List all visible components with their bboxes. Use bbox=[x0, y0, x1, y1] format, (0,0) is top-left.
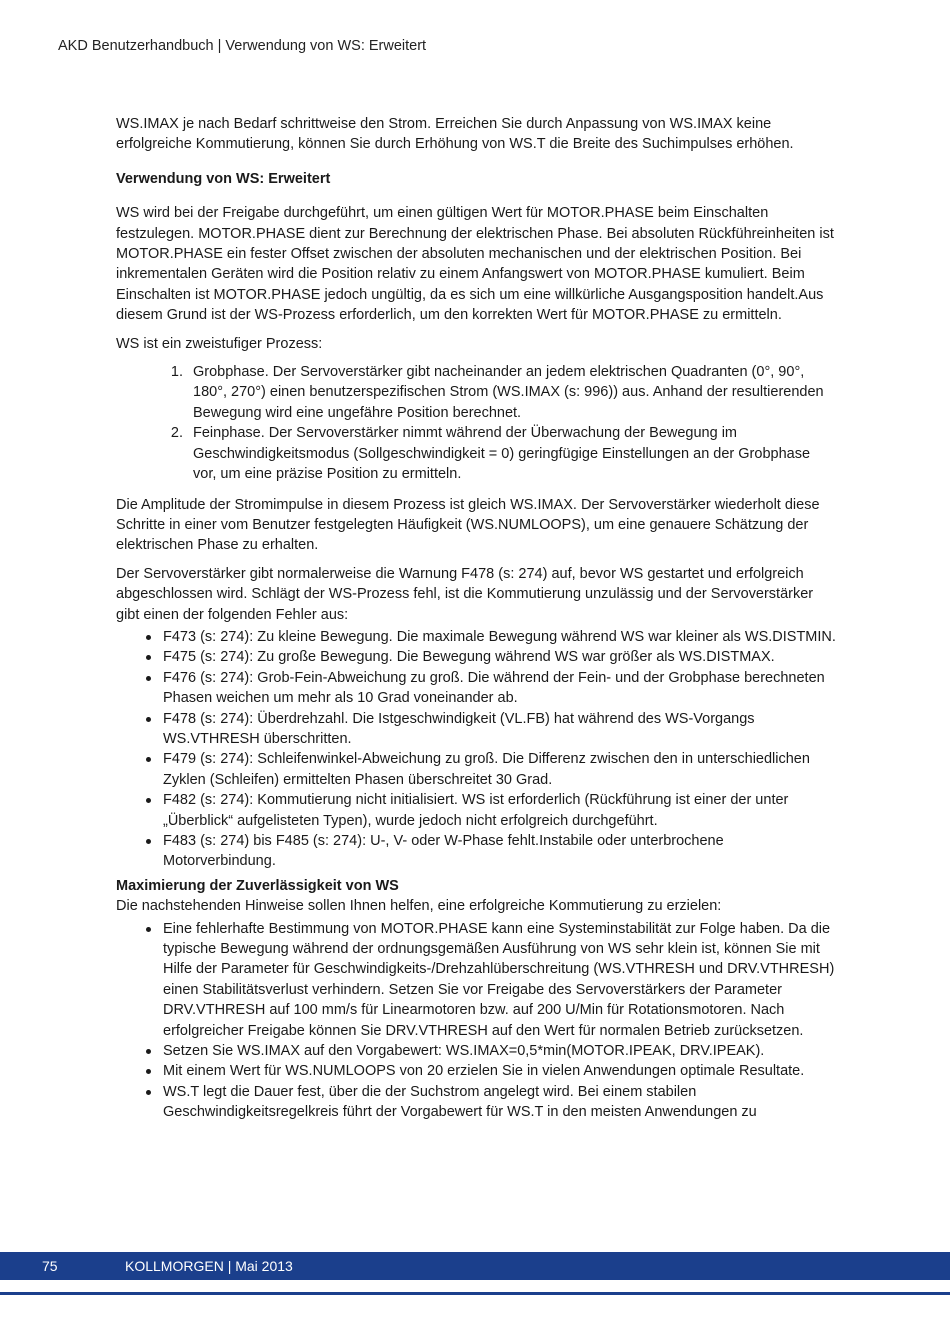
section-heading-advanced: Verwendung von WS: Erweitert bbox=[116, 170, 331, 187]
paragraph-ws-purpose: WS wird bei der Freigabe durchgeführt, um einen gültigen Wert für MOTOR.PHASE beim Einschalten festzulegen. MOTOR.PHASE dient zur Berechnung der elektrischen Phase. Bei absoluten Rückführeinheiten ist MOTOR.PHASE ein fester Offset zwischen der absoluten mechanischen und der elektrischen Position. Bei inkrementalen Geräten wird die Position relativ zu einem Anfangswert von MOTOR.PHASE kumuliert. Beim Einschalten ist MOTOR.PHASE jedoch ungültig, da es sich um eine willkürliche Ausgangsposition handelt.Aus diesem Grund ist der WS-Prozess erforderlich, um den korrekten Wert für MOTOR.PHASE zu ermitteln. bbox=[116, 205, 834, 324]
paragraph-amplitude: Die Amplitude der Stromimpulse in diesem Prozess ist gleich WS.IMAX. Der Servoverstärker wiederholt diese Schritte in einer vom Benutzer festgelegten Häufigkeit (WS.NUMLOOPS), um eine genauere Schätzung der elektrischen Phase zu erhalten. bbox=[116, 496, 820, 554]
tip-item: Eine fehlerhafte Bestimmung von MOTOR.PHASE kann eine Systeminstabilität zur Folge haben. Da die typische Bewegung während der ordnungsgemäßen Ausführung von WS sehr klein ist, können Sie mit Hilfe der Parameter für Geschwindigkeits-/Drehzahlüberschreitung (WS.VTHRESH und DRV.VTHRESH) einen Stabilitätsverlust verhindern. Setzen Sie vor Freigabe des Servoverstärkers der Parameter DRV.VTHRESH auf 100 mm/s für Linearmotoren bzw. auf 200 U/Min für Rotationsmotoren. Nach erfolgreicher Freigabe können Sie DRV.VTHRESH auf den Wert für normalen Betrieb zurücksetzen. bbox=[163, 919, 836, 1041]
intro-paragraph: WS.IMAX je nach Bedarf schrittweise den Strom. Erreichen Sie durch Anpassung von WS.IMAX keine erfolgreiche Kommutierung, können Sie durch Erhöhung von WS.T die Breite des Suchimpulses erhöhen. bbox=[116, 116, 794, 153]
process-step: 2. Feinphase. Der Servoverstärker nimmt während der Überwachung der Bewegung im Geschwindigkeitsmodus (Sollgeschwindigkeit = 0) geringfügige Einstellungen an der Grobphase vor, um eine präzise Position zu ermitteln. bbox=[187, 423, 836, 484]
page-number: 75 bbox=[42, 1258, 58, 1274]
fault-list bbox=[116, 627, 836, 872]
fault-item: F483 (s: 274) bis F485 (s: 274): U-, V- oder W-Phase fehlt.Instabile oder unterbrochene Motorverbindung. bbox=[163, 831, 836, 872]
paragraph-hints: Die nachstehenden Hinweise sollen Ihnen helfen, eine erfolgreiche Kommutierung zu erzielen: bbox=[116, 898, 722, 915]
section-heading-reliability: Maximierung der Zuverlässigkeit von WS bbox=[116, 877, 399, 894]
fault-item: F473 (s: 274): Zu kleine Bewegung. Die maximale Bewegung während WS war kleiner als WS.DISTMIN. bbox=[163, 627, 836, 647]
fault-item: F476 (s: 274): Grob-Fein-Abweichung zu groß. Die während der Fein- und der Grobphase berechneten Phasen weichen um mehr als 10 Grad voneinander ab. bbox=[163, 668, 836, 709]
paragraph-warning: Der Servoverstärker gibt normalerweise die Warnung F478 (s: 274) auf, bevor WS gestartet und erfolgreich abgeschlossen wird. Schlägt der WS-Prozess fehl, ist die Kommutierung unzulässig und der Servoverstärker gibt einen der folgenden Fehler aus: bbox=[116, 565, 814, 623]
fault-item: F479 (s: 274): Schleifenwinkel-Abweichung zu groß. Die Differenz zwischen den in unterschiedlichen Zyklen (Schleifen) ermittelten Phasen überschreitet 30 Grad. bbox=[163, 749, 836, 790]
tip-item: Setzen Sie WS.IMAX auf den Vorgabewert: WS.IMAX=0,5*min(MOTOR.IPEAK, DRV.IPEAK). bbox=[163, 1041, 836, 1061]
process-step: 1. Grobphase. Der Servoverstärker gibt nacheinander an jedem elektrischen Quadranten (0°, 90°, 180°, 270°) einen benutzerspezifischen Strom (WS.IMAX (s: 996)) aus. Anhand der resultierenden Bewegung wird eine ungefähre Position berechnet. bbox=[187, 362, 836, 423]
tips-list bbox=[116, 919, 836, 1123]
process-steps-list bbox=[116, 362, 836, 484]
footer-bar bbox=[0, 1252, 950, 1280]
paragraph-two-stage: WS ist ein zweistufiger Prozess: bbox=[116, 335, 323, 352]
running-header: AKD Benutzerhandbuch | Verwendung von WS: Erweitert bbox=[58, 38, 427, 54]
footer-publisher: KOLLMORGEN | Mai 2013 bbox=[125, 1258, 293, 1274]
tip-item: Mit einem Wert für WS.NUMLOOPS von 20 erzielen Sie in vielen Anwendungen optimale Resultate. bbox=[163, 1061, 836, 1081]
fault-item: F478 (s: 274): Überdrehzahl. Die Istgeschwindigkeit (VL.FB) hat während des WS-Vorgangs WS.VTHRESH überschritten. bbox=[163, 709, 836, 750]
page-content bbox=[116, 114, 836, 1123]
tip-item: WS.T legt die Dauer fest, über die der Suchstrom angelegt wird. Bei einem stabilen Geschwindigkeitsregelkreis führt der Vorgabewert für WS.T in den meisten Anwendungen zu bbox=[163, 1082, 836, 1123]
footer-rule bbox=[0, 1292, 950, 1295]
fault-item: F482 (s: 274): Kommutierung nicht initialisiert. WS ist erforderlich (Rückführung ist einer der unter „Überblick“ aufgelisteten Typen), wurde jedoch nicht erfolgreich durchgeführt. bbox=[163, 790, 836, 831]
fault-item: F475 (s: 274): Zu große Bewegung. Die Bewegung während WS war größer als WS.DISTMAX. bbox=[163, 647, 836, 667]
